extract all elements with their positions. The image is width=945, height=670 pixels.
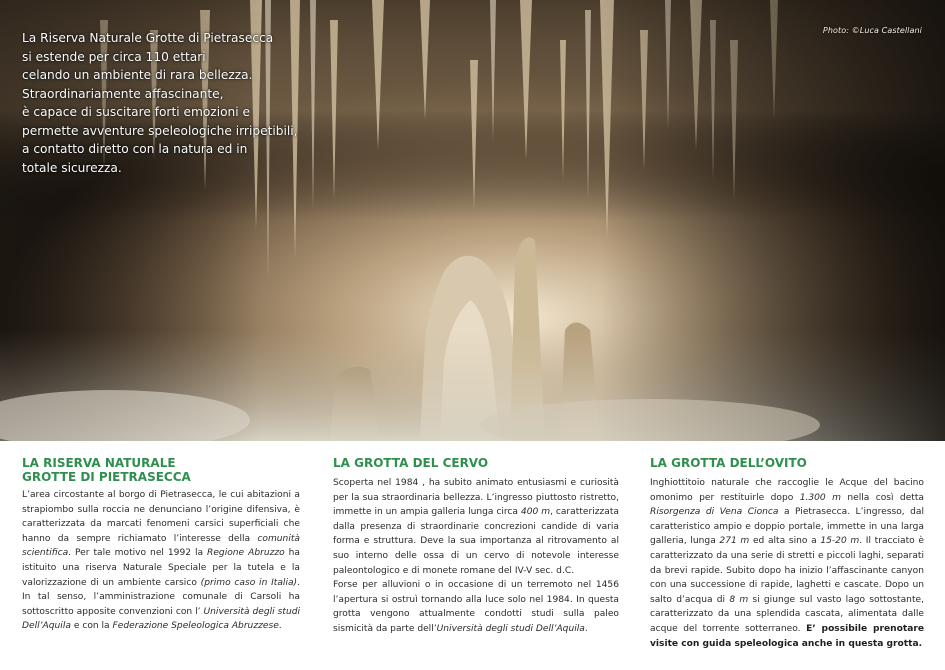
- section-paragraph: [650, 476, 924, 651]
- section-title-line: GROTTE DI PIETRASECCA: [22, 470, 191, 484]
- emphasis-text: 1.300 m: [799, 492, 841, 503]
- text-run: a Pietrasecca. L’ingresso, dal caratteristico ampio e doppio portale, immette in una larga galleria, lunga: [650, 507, 924, 547]
- emphasis-text: 15-20 m: [820, 536, 860, 547]
- text-run: nella così detta: [840, 492, 924, 503]
- section-title-line: LA RISERVA NATURALE: [22, 456, 176, 470]
- intro-line: permette avventure speleologiche irripetibili,: [22, 123, 298, 138]
- text-run: , caratterizzata dalla presenza di straordinarie concrezioni candide di varia forma e struttura. Deve la sua importanza al ritrovamento al suo interno delle ossa di un cervo di notevole interesse paleontologico e di monete romane del IV-V sec. d.C.: [333, 507, 619, 576]
- section-title: [333, 456, 619, 470]
- section-paragraph: [333, 476, 619, 578]
- emphasis-text: 271 m: [719, 536, 750, 547]
- intro-line: celando un ambiente di rara bellezza.: [22, 68, 253, 82]
- emphasis-text: Risorgenza di Vena Cionca: [650, 507, 779, 518]
- text-run: Scoperta nel 1984 , ha subito animato entusiasmi e curiosità per la sua straordinaria bellezza. L’ingresso piuttosto ristretto, immette in un ampia galleria lunga circa: [333, 478, 619, 518]
- section-title: [22, 456, 300, 484]
- section-title-line: LA GROTTA DELL’OVITO: [650, 456, 807, 470]
- text-run: si giunge sul vasto lago sottostante, caratterizzato da una splendida cascata, alimentata dalle acque del torrente sotterraneo.: [650, 594, 924, 634]
- emphasis-text: 400 m: [520, 507, 551, 518]
- intro-text: [22, 29, 322, 177]
- section-title-line: LA GROTTA DEL CERVO: [333, 456, 489, 470]
- intro-line: è capace di suscitare forti emozioni e: [22, 105, 251, 119]
- photo-credit: Photo: ©Luca Castellani: [822, 26, 922, 35]
- intro-line: Straordinariamente affascinante,: [22, 86, 224, 101]
- emphasis-text: Regione Abruzzo: [207, 548, 285, 559]
- emphasis-text: comunità scientifica: [22, 533, 300, 559]
- text-run: .: [278, 621, 282, 632]
- intro-line: La Riserva Naturale Grotte di Pietrasecca: [22, 31, 274, 45]
- text-run: . Il tracciato è caratterizzato da una serie di stretti e piccoli laghi, separati da brevi rapide. Subito dopo ha inizio l’affascinante canyon con una successione di rapide, laghetti e cascate. Dopo un salto d’acqua di: [650, 536, 924, 605]
- text-run: Forse per alluvioni o in occasione di un terremoto nel 1456 l’apertura si ostruì tornando alla luce solo nel 1984. In questa grotta vengono attualmente condotti studi sulla paleo sismicità da parte dell’: [333, 580, 619, 634]
- intro-line: a contatto diretto con la natura ed in: [22, 142, 248, 156]
- emphasis-text: (primo caso in Italia): [200, 577, 298, 588]
- emphasis-text: 8 m: [729, 594, 749, 605]
- text-run: . Per tale motivo nel 1992 la: [68, 548, 208, 559]
- text-run: e con la: [70, 621, 113, 632]
- text-run: . In tal senso, l’amministrazione comunale di Carsoli ha sottoscritto apposite convenzioni con l’: [22, 577, 300, 617]
- section-paragraph: [333, 578, 619, 636]
- section-riserva: [22, 456, 300, 634]
- text-run: ha istituito una riserva Naturale Speciale per la tutela e la valorizzazione di un ambiente carsico: [22, 548, 300, 588]
- intro-line: totale sicurezza.: [22, 160, 122, 175]
- emphasis-text: Federazione Speleologica Abruzzese: [112, 621, 279, 632]
- text-run: L’area circostante al borgo di Pietrasecca, le cui abitazioni a strapiombo sulla roccia ne denunciano l’origine difensiva, è caratterizzata da marcati fenomeni carsici superficiali che hanno da sempre richiamato l’interesse della: [22, 490, 300, 544]
- text-run: ed alta sino a: [749, 536, 821, 547]
- text-run: .: [584, 623, 588, 634]
- section-grotta-ovito: [650, 456, 924, 651]
- section-grotta-cervo: [333, 456, 619, 637]
- text-run: Inghiottitoio naturale che raccoglie le Acque del bacino omonimo per restituirle dopo: [650, 478, 924, 503]
- emphasis-text: Università degli studi Dell’Aquila: [436, 623, 585, 634]
- booking-note: E’ possibile prenotare visite con guida speleologica anche in questa grotta.: [650, 623, 924, 649]
- intro-line: si estende per circa 110 ettari: [22, 49, 206, 64]
- emphasis-text: Università degli studi Dell’Aquila: [22, 606, 301, 632]
- section-paragraph: [22, 488, 300, 634]
- section-title: [650, 456, 924, 470]
